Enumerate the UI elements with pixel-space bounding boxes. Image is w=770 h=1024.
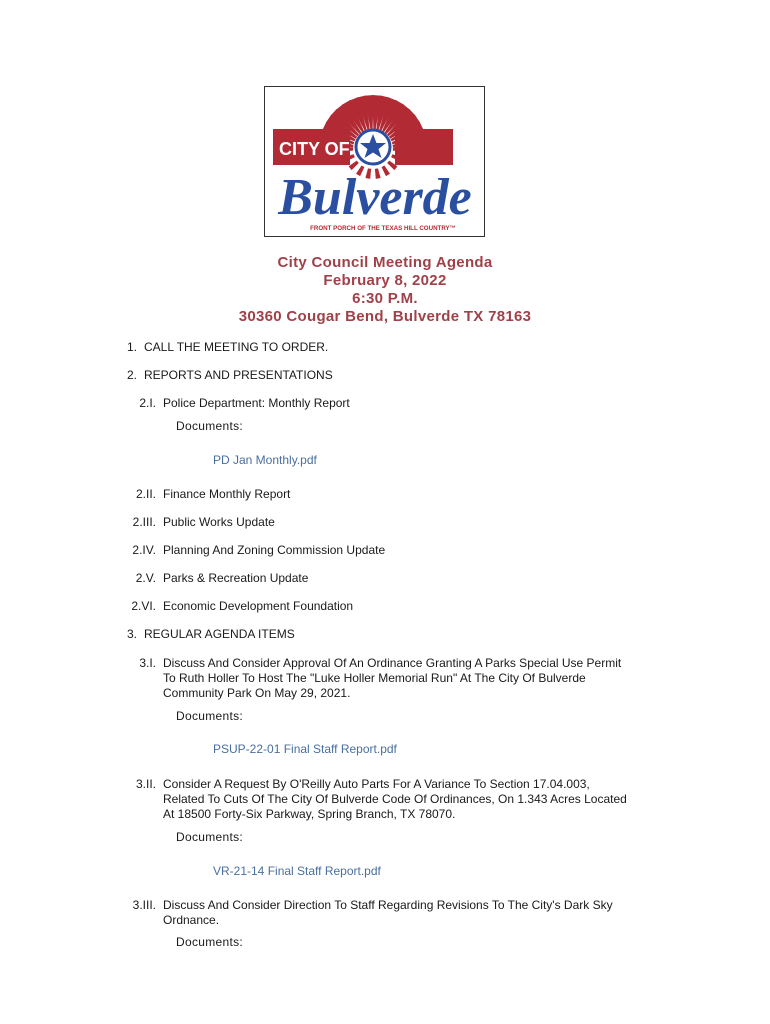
item-number: 3.II. [135,777,156,791]
item-text-line3: At 18500 Forty-Six Parkway, Spring Branch, TX 78070. [163,807,456,821]
meeting-time: 6:30 P.M. [352,290,418,307]
item-text: Parks & Recreation Update [163,571,309,585]
documents-label: Documents: [176,419,244,433]
item-text: Economic Development Foundation [163,599,354,613]
item-text: Planning And Zoning Commission Update [163,543,386,557]
item-text: REGULAR AGENDA ITEMS [144,627,295,641]
city-logo [264,86,485,237]
item-text: CALL THE MEETING TO ORDER. [144,340,329,354]
psup-22-01-report-link[interactable]: PSUP-22-01 Final Staff Report.pdf [213,742,397,756]
item-text: Finance Monthly Report [163,487,291,501]
item-number: 2.I. [139,396,156,410]
meeting-title: City Council Meeting Agenda [277,254,493,271]
right-banner [395,129,453,165]
item-number: 2.II. [135,487,156,501]
item-text-line2: Ordnance. [163,913,220,927]
item-text: REPORTS AND PRESENTATIONS [144,368,333,382]
item-text-line2: To Ruth Holler To Host The "Luke Holler Memorial Run" At The City Of Bulverde [163,671,586,685]
pd-jan-monthly-link[interactable]: PD Jan Monthly.pdf [213,453,317,467]
item-number: 2. [126,368,137,382]
item-text-line1: Discuss And Consider Approval Of An Ordinance Granting A Parks Special Use Permit [163,656,622,670]
item-number: 2.IV. [132,543,156,557]
agenda-item-3-2 [0,777,770,825]
logo-city-of-text: CITY OF [279,139,350,159]
meeting-address: 30360 Cougar Bend, Bulverde TX 78163 [238,308,532,325]
item-text-line1: Discuss And Consider Direction To Staff Regarding Revisions To The City's Dark Sky [163,898,613,912]
item-number: 3.III. [132,898,156,912]
agenda-item-3-1 [0,656,770,704]
agenda-item-3-3 [0,898,770,930]
item-text-line3: Community Park On May 29, 2021. [163,686,351,700]
logo-tagline: FRONT PORCH OF THE TEXAS HILL COUNTRY™ [310,225,456,232]
vr-21-14-report-link[interactable]: VR-21-14 Final Staff Report.pdf [213,864,381,878]
item-text-line2: Related To Cuts Of The City Of Bulverde Code Of Ordinances, On 1.343 Acres Located [163,792,627,806]
documents-label: Documents: [176,830,244,844]
item-text: Police Department: Monthly Report [163,396,350,410]
item-text-line1: Consider A Request By O'Reilly Auto Parts For A Variance To Section 17.04.003, [163,777,590,791]
logo-bulverde-text: Bulverde [278,169,472,226]
item-number: 3.I. [139,656,156,670]
documents-label: Documents: [176,935,244,949]
item-text: Public Works Update [163,515,275,529]
meeting-header [0,254,770,326]
item-number: 2.V. [135,571,156,585]
bulverde-logo-graphic [265,87,486,238]
meeting-date: February 8, 2022 [323,272,447,289]
documents-label: Documents: [176,709,244,723]
item-number: 2.VI. [131,599,156,613]
item-number: 3. [126,627,137,641]
item-number: 2.III. [132,515,156,529]
item-number: 1. [126,340,137,354]
